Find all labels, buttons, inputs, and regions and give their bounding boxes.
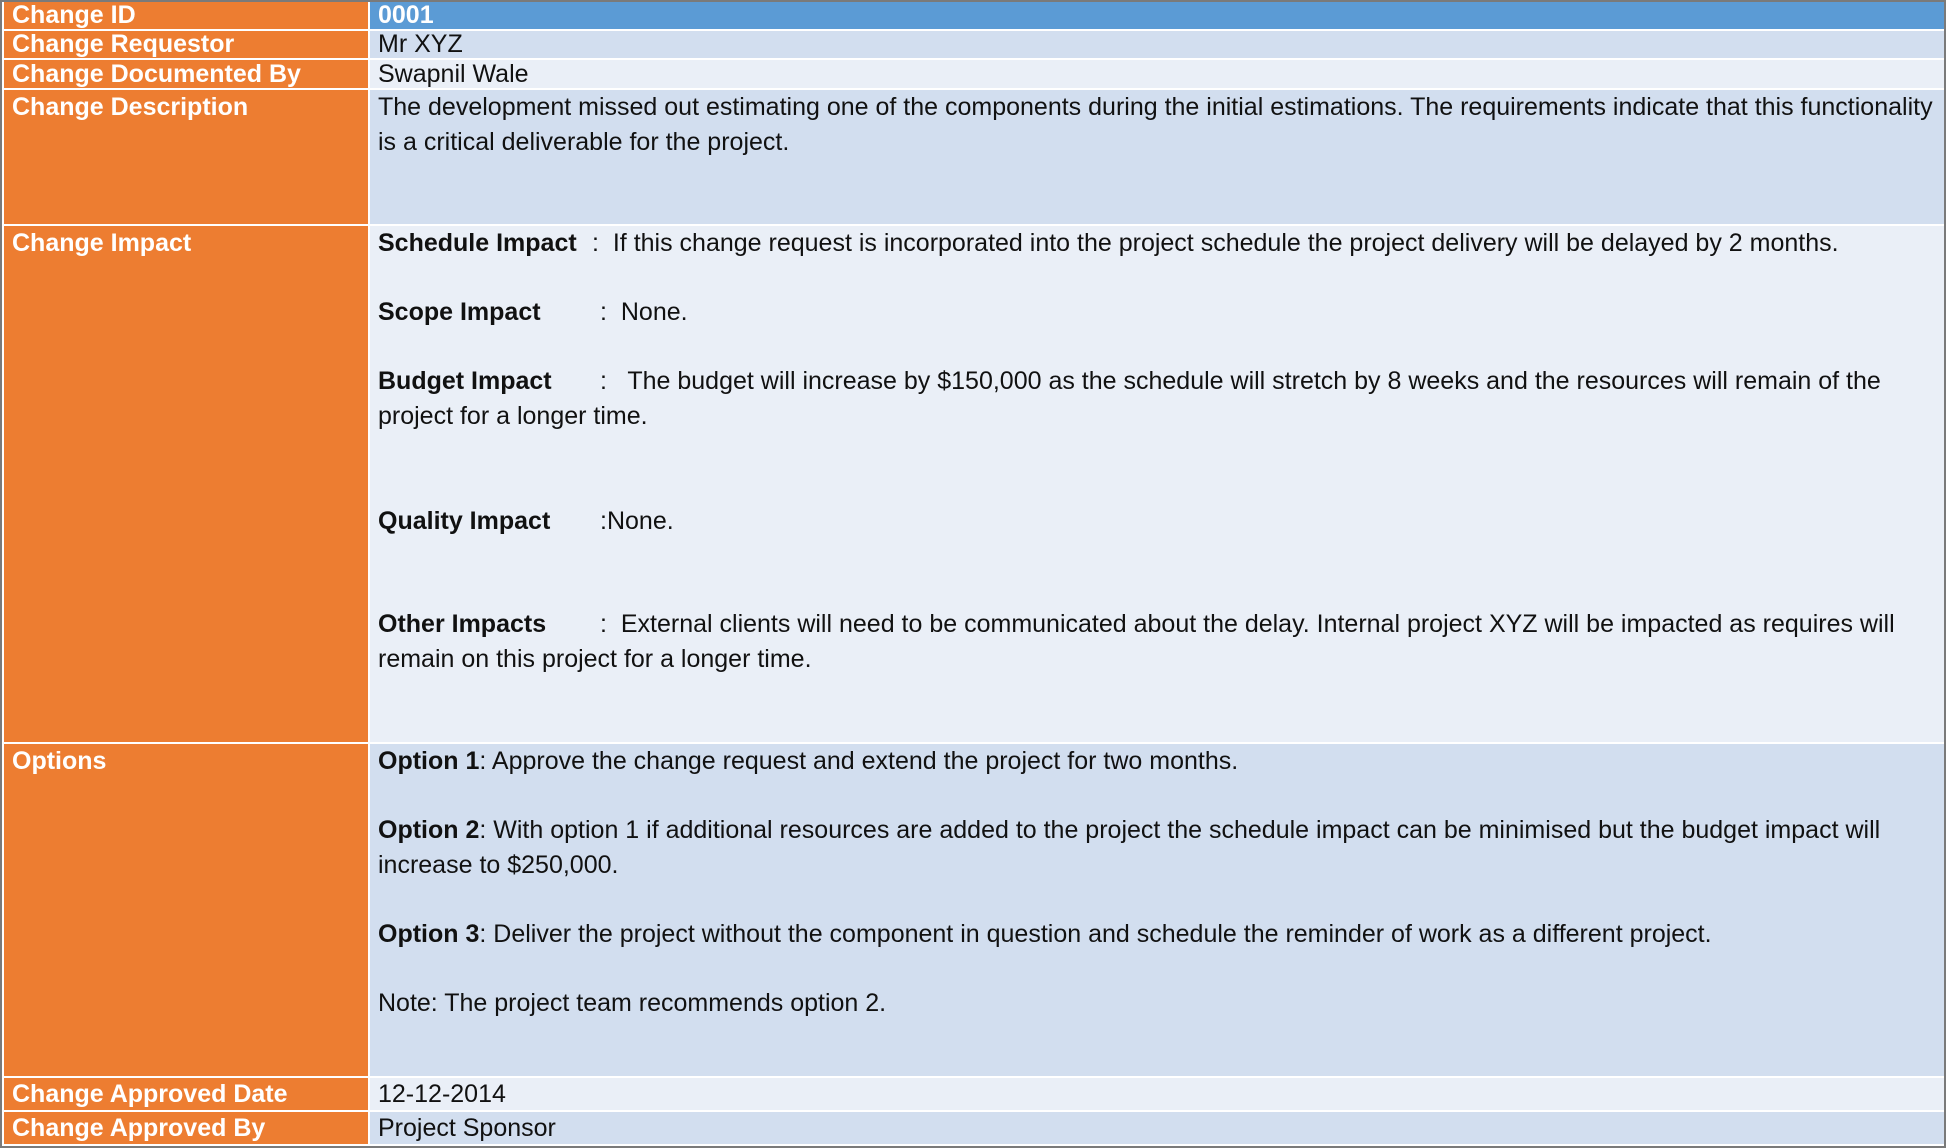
quality-impact-text: None. bbox=[606, 507, 674, 535]
other-impacts bbox=[378, 607, 1934, 677]
option-2-text: : With option 1 if additional resources are added to the project the schedule impact can be minimised but the budget impact will increase to $250,000. bbox=[378, 816, 1881, 879]
option-2 bbox=[378, 813, 1934, 883]
option-1-text: : Approve the change request and extend the project for two months. bbox=[479, 747, 1239, 775]
row-options bbox=[4, 744, 1946, 1078]
row-change-description bbox=[4, 90, 1946, 226]
scope-impact-key: Scope Impact bbox=[378, 298, 541, 326]
label-change-impact: Change Impact bbox=[4, 226, 370, 744]
value-change-requestor: Mr XYZ bbox=[370, 31, 1946, 60]
label-change-documented-by: Change Documented By bbox=[4, 60, 370, 90]
quality-impact-key: Quality Impact bbox=[378, 507, 551, 535]
option-3 bbox=[378, 917, 1934, 952]
budget-impact-text: The budget will increase by $150,000 as the schedule will stretch by 8 weeks and the resources will remain of the project for a longer time. bbox=[378, 367, 1881, 430]
value-change-documented-by: Swapnil Wale bbox=[370, 60, 1946, 90]
value-change-approved-by: Project Sponsor bbox=[370, 1112, 1946, 1146]
other-impacts-sep: : bbox=[600, 610, 607, 638]
label-options: Options bbox=[4, 744, 370, 1078]
schedule-impact-text: If this change request is incorporated into the project schedule the project delivery will be delayed by 2 months. bbox=[612, 229, 1839, 257]
option-1-key: Option 1 bbox=[378, 747, 480, 775]
budget-impact-key: Budget Impact bbox=[378, 367, 552, 395]
value-change-impact bbox=[370, 226, 1946, 744]
option-3-key: Option 3 bbox=[378, 920, 480, 948]
other-impacts-text: External clients will need to be communicated about the delay. Internal project XYZ will be impacted as requires will remain on this project for a longer time. bbox=[378, 610, 1895, 673]
schedule-impact bbox=[378, 226, 1934, 261]
label-change-description: Change Description bbox=[4, 90, 370, 226]
value-options bbox=[370, 744, 1946, 1078]
change-request-table bbox=[4, 2, 1946, 1146]
row-change-id bbox=[4, 2, 1946, 31]
option-1 bbox=[378, 744, 1934, 779]
budget-impact bbox=[378, 364, 1934, 434]
row-change-approved-date bbox=[4, 1078, 1946, 1112]
quality-impact-sep: : bbox=[600, 507, 607, 535]
row-change-requestor bbox=[4, 31, 1946, 60]
value-change-description: The development missed out estimating one of the components during the initial estimations. The requirements indicate that this functionality is a critical deliverable for the project. bbox=[370, 90, 1946, 226]
scope-impact-text: None. bbox=[620, 298, 688, 326]
option-3-text: : Deliver the project without the component in question and schedule the reminder of work as a different project. bbox=[479, 920, 1712, 948]
row-change-approved-by bbox=[4, 1112, 1946, 1146]
schedule-impact-sep: : bbox=[592, 229, 599, 257]
options-note: Note: The project team recommends option 2. bbox=[378, 989, 887, 1017]
value-change-id: 0001 bbox=[370, 2, 1946, 31]
scope-impact-sep: : bbox=[600, 298, 607, 326]
label-change-approved-date: Change Approved Date bbox=[4, 1078, 370, 1112]
schedule-impact-key: Schedule Impact bbox=[378, 229, 577, 257]
scope-impact bbox=[378, 295, 1934, 330]
label-change-id: Change ID bbox=[4, 2, 370, 31]
row-change-impact bbox=[4, 226, 1946, 744]
option-2-key: Option 2 bbox=[378, 816, 480, 844]
value-change-approved-date: 12-12-2014 bbox=[370, 1078, 1946, 1112]
label-change-approved-by: Change Approved By bbox=[4, 1112, 370, 1146]
other-impacts-key: Other Impacts bbox=[378, 610, 547, 638]
budget-impact-sep: : bbox=[600, 367, 607, 395]
row-change-documented-by bbox=[4, 60, 1946, 90]
label-change-requestor: Change Requestor bbox=[4, 31, 370, 60]
quality-impact bbox=[378, 504, 1934, 539]
